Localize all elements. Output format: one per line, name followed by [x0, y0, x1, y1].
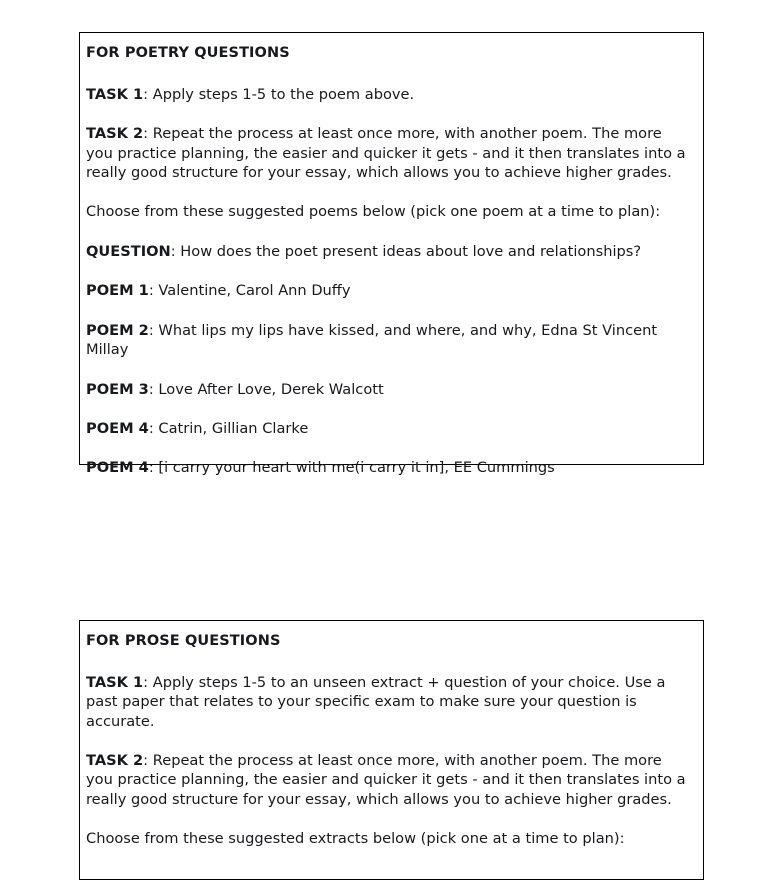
prose-task-1: [86, 673, 692, 731]
prose-task-1-label: TASK 1: [86, 673, 144, 691]
prose-task-1-text: : Apply steps 1-5 to an unseen extract + question of your choice. Use a past paper that relates to your specific exam to make sure your question is accurate.: [86, 673, 666, 730]
poem-label: POEM 1: [86, 282, 149, 300]
poetry-question: [86, 242, 692, 261]
poetry-task-2: [86, 124, 692, 182]
poem-list-item: [86, 419, 692, 438]
poetry-task-1-label: TASK 1: [86, 85, 144, 103]
poetry-question-label: QUESTION: [86, 242, 171, 260]
poetry-choose-instruction: Choose from these suggested poems below (pick one poem at a time to plan):: [86, 203, 661, 221]
poem-list-item: [86, 321, 692, 360]
poem-text: : Valentine, Carol Ann Duffy: [148, 282, 351, 300]
poetry-task-1-text: : Apply steps 1-5 to the poem above.: [143, 85, 415, 103]
poetry-questions-box: [79, 32, 704, 477]
poetry-task-1: [86, 85, 692, 104]
prose-box-content: [85, 632, 692, 849]
poem-label: POEM 4: [86, 459, 149, 477]
poetry-question-text: : How does the poet present ideas about love and relationships?: [170, 242, 642, 260]
poem-label: POEM 3: [86, 380, 149, 398]
poem-label: POEM 4: [86, 419, 149, 437]
poetry-task-2-label: TASK 2: [86, 125, 144, 143]
poetry-task-2-text: : Repeat the process at least once more, with another poem. The more you practice planning, the easier and quicker it gets - and it then translates into a really good structure for your essay, which allows you to achieve higher grades.: [86, 125, 686, 182]
prose-questions-box: [79, 620, 704, 880]
poem-list-item: [86, 458, 692, 477]
poem-label: POEM 2: [86, 321, 149, 339]
poetry-box-content: [85, 44, 692, 478]
poem-text: : Love After Love, Derek Walcott: [148, 380, 384, 398]
prose-choose-instruction: Choose from these suggested extracts below (pick one at a time to plan):: [86, 830, 625, 848]
poem-list-item: [86, 281, 692, 300]
prose-task-2-label: TASK 2: [86, 752, 144, 770]
poem-text: : Catrin, Gillian Clarke: [148, 419, 309, 437]
prose-task-2: [86, 751, 692, 809]
poem-text: : What lips my lips have kissed, and where, and why, Edna St Vincent Millay: [86, 321, 658, 359]
poem-list-item: [86, 380, 692, 399]
poem-text: : [i carry your heart with me(i carry it in], EE Cummings: [148, 459, 555, 477]
poetry-box-heading: FOR POETRY QUESTIONS: [86, 45, 290, 61]
prose-task-2-text: : Repeat the process at least once more, with another poem. The more you practice planning, the easier and quicker it gets - and it then translates into a really good structure for your essay, which allows you to achieve higher grades.: [86, 752, 686, 808]
prose-box-heading: FOR PROSE QUESTIONS: [86, 633, 281, 649]
